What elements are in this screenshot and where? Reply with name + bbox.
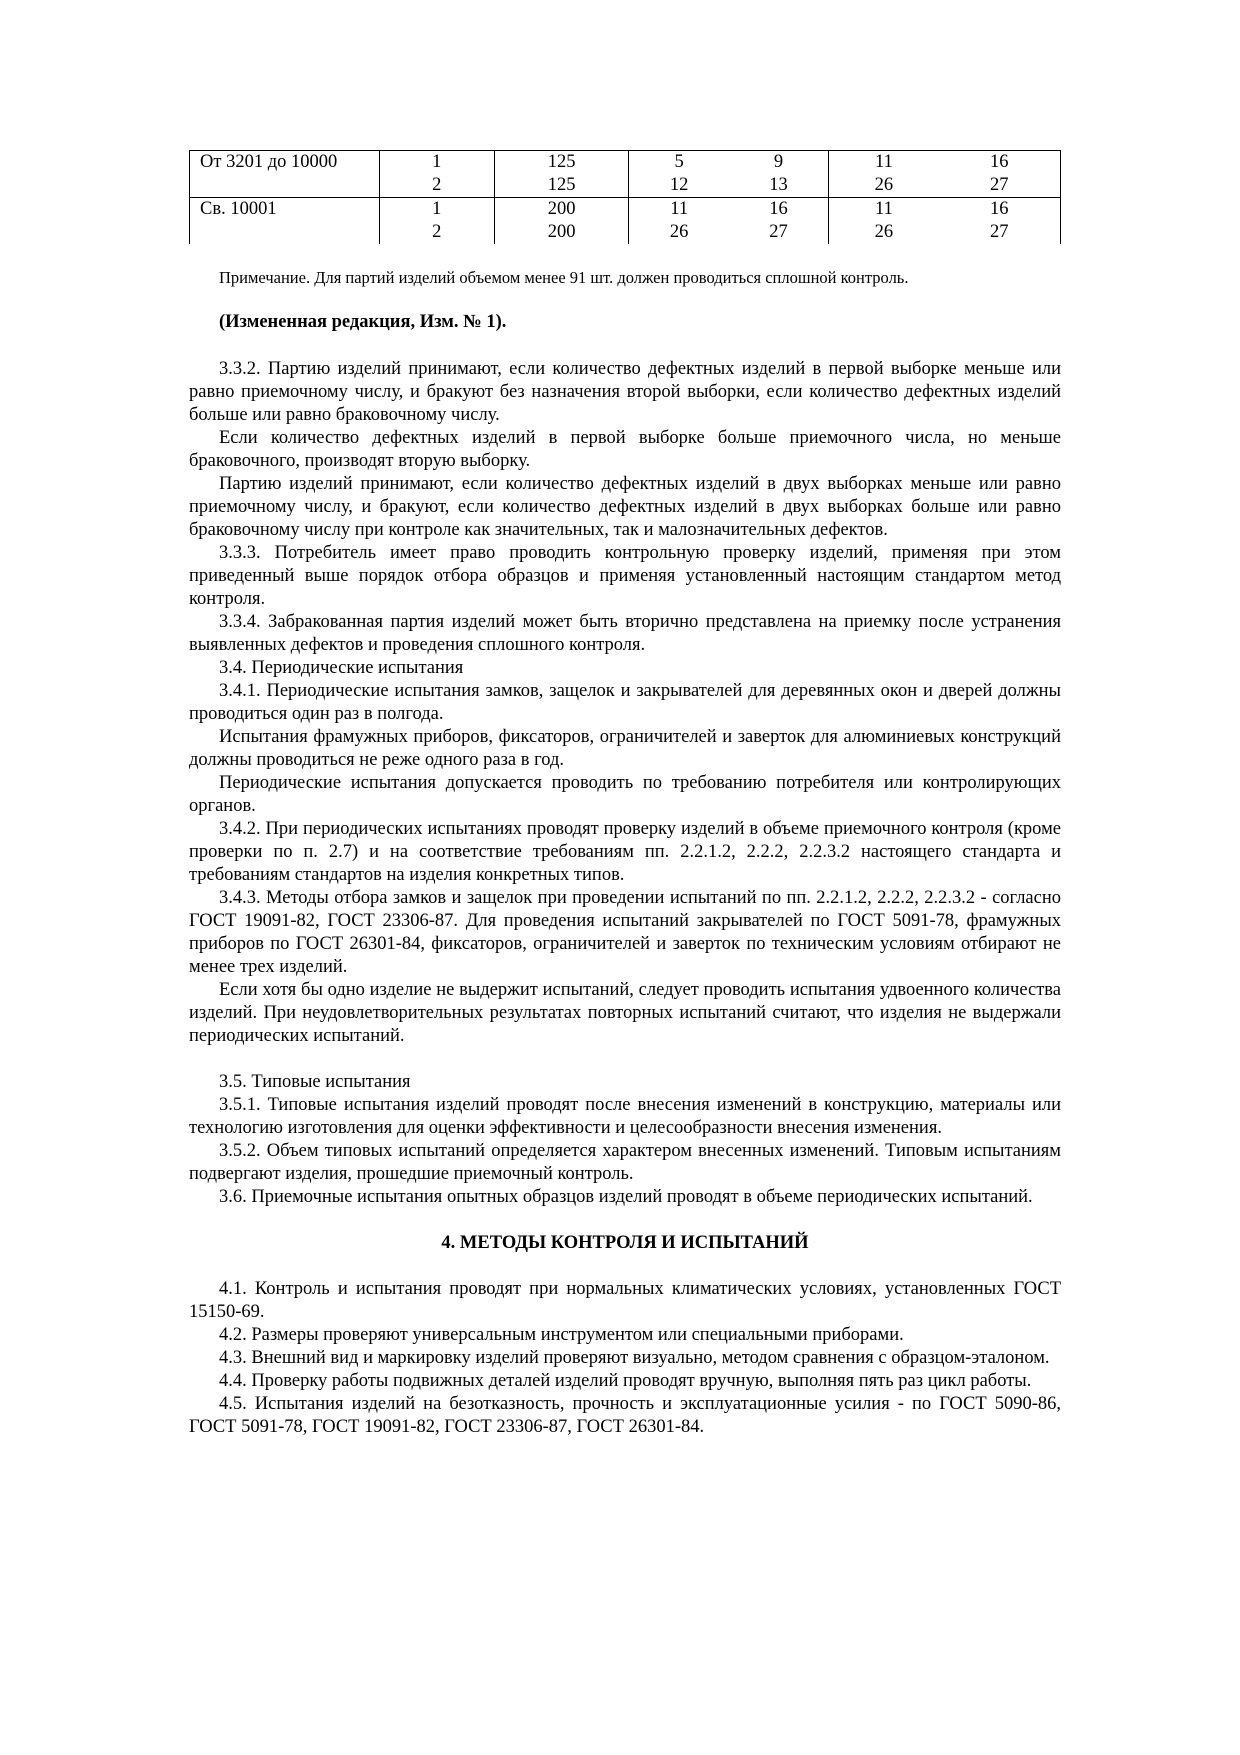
paragraph: 3.3.2. Партию изделий принимают, если количество дефектных изделий в первой выборке меньше или равно приемочному числу, и бракуют без назначения второй выборки, если количество дефектных изделий больше или равно браковочному числу.	[189, 359, 1061, 425]
amendment-note: (Измененная редакция, Изм. № 1).	[219, 312, 507, 332]
table-cell: 11	[875, 152, 893, 172]
paragraph: 4.3. Внешний вид и маркировку изделий проверяют визуально, методом сравнения с образцом-эталоном.	[219, 1348, 1050, 1368]
table-cell: 125	[547, 152, 576, 172]
table-cell: 27	[769, 222, 788, 242]
table-cell: 2	[432, 175, 442, 195]
paragraph: 3.3.3. Потребитель имеет право проводить контрольную проверку изделий, применяя при этом приведенный выше порядок отбора образцов и применяя установленный настоящим стандартом метод контроля.	[189, 543, 1061, 609]
table-cell: 125	[547, 175, 576, 195]
table-cell: 200	[547, 222, 576, 242]
paragraph: Испытания фрамужных приборов, фиксаторов, ограничителей и заверток для алюминиевых конструкций должны проводиться не реже одного раза в год.	[189, 727, 1061, 770]
table-cell: 200	[547, 199, 576, 219]
paragraph: Периодические испытания допускается проводить по требованию потребителя или контролирующих органов.	[189, 773, 1061, 816]
table-cell: 11	[670, 199, 689, 219]
paragraph: 4.2. Размеры проверяют универсальным инструментом или специальными приборами.	[219, 1325, 904, 1345]
table-cell: 9	[773, 152, 784, 172]
paragraph: 3.5.2. Объем типовых испытаний определяется характером внесенных изменений. Типовым испытаниям подвергают изделия, прошедшие приемочный контроль.	[189, 1141, 1061, 1184]
paragraph: Партию изделий принимают, если количество дефектных изделий в двух выборках меньше или равно приемочному числу, и бракуют, если количество дефектных изделий в двух выборках больше или равно браковочному числу при контроле как значительных, так и малозначительных дефектов.	[189, 474, 1061, 540]
table-cell: 1	[432, 199, 442, 219]
table-cell: 27	[990, 175, 1009, 195]
paragraph: 3.3.4. Забракованная партия изделий может быть вторично представлена на приемку после устранения выявленных дефектов и проведения сплошного контроля.	[189, 612, 1061, 655]
section-title: 4. МЕТОДЫ КОНТРОЛЯ И ИСПЫТАНИЙ	[441, 1233, 809, 1253]
paragraph: 3.6. Приемочные испытания опытных образцов изделий проводят в объеме периодических испытаний.	[219, 1187, 1033, 1207]
table-cell: 26	[669, 222, 689, 242]
document-body	[189, 358, 1061, 1439]
table-cell: 26	[874, 222, 894, 242]
paragraph: 3.4.1. Периодические испытания замков, защелок и закрывателей для деревянных окон и дверей должны проводиться один раз в полгода.	[189, 681, 1061, 724]
table-row	[190, 151, 1061, 198]
paragraph: 3.5.1. Типовые испытания изделий проводят после внесения изменений в конструкцию, материалы или технологию изготовления для оценки эффективности и целесообразности внесения изменения.	[189, 1095, 1061, 1138]
table-cell: 2	[432, 222, 442, 242]
table-cell-label: Св. 10001	[200, 199, 277, 219]
table-cell: 1	[432, 152, 442, 172]
paragraph: 4.1. Контроль и испытания проводят при нормальных климатических условиях, установленных ГОСТ 15150-69.	[189, 1279, 1061, 1322]
table-cell: 16	[990, 199, 1009, 219]
paragraph: 3.4.3. Методы отбора замков и защелок при проведении испытаний по пп. 2.2.1.2, 2.2.2, 2.2.3.2 - согласно ГОСТ 19091-82, ГОСТ 23306-87. Для проведения испытаний закрывателей по ГОСТ 5091-78, фрамужных приборов по ГОСТ 26301-84, фиксаторов, ограничителей и заверток по техническим условиям отбирают не менее трех изделий.	[189, 888, 1061, 977]
paragraph: 3.4. Периодические испытания	[219, 658, 464, 678]
paragraph: 4.4. Проверку работы подвижных деталей изделий проводят вручную, выполняя пять раз цикл работы.	[219, 1371, 1032, 1391]
table-cell-label: От 3201 до 10000	[200, 152, 338, 172]
paragraph: Если количество дефектных изделий в первой выборке больше приемочного числа, но меньше браковочного, производят вторую выборку.	[189, 428, 1061, 471]
table-note: Примечание. Для партий изделий объемом менее 91 шт. должен проводиться сплошной контроль.	[219, 268, 909, 287]
table-cell: 5	[674, 152, 684, 172]
table-cell: 16	[990, 152, 1009, 172]
paragraph: 4.5. Испытания изделий на безотказность, прочность и эксплуатационные усилия - по ГОСТ 5090-86, ГОСТ 5091-78, ГОСТ 19091-82, ГОСТ 23306-87, ГОСТ 26301-84.	[189, 1394, 1061, 1437]
sampling-table	[189, 150, 1061, 244]
table-cell: 13	[769, 175, 788, 195]
table-cell: 12	[669, 175, 689, 195]
paragraph: 3.5. Типовые испытания	[219, 1072, 411, 1092]
table-cell: 11	[875, 199, 893, 219]
paragraph: Если хотя бы одно изделие не выдержит испытаний, следует проводить испытания удвоенного количества изделий. При неудовлетворительных результатах повторных испытаний считают, что изделия не выдержали периодических испытаний.	[189, 980, 1061, 1046]
paragraph: 3.4.2. При периодических испытаниях проводят проверку изделий в объеме приемочного контроля (кроме проверки по п. 2.7) и на соответствие требованиям пп. 2.2.1.2, 2.2.2, 2.2.3.2 настоящего стандарта и требованиям стандартов на изделия конкретных типов.	[189, 819, 1061, 885]
table-cell: 27	[990, 222, 1009, 242]
table-cell: 26	[874, 175, 894, 195]
table-cell: 16	[769, 199, 788, 219]
table-row	[190, 198, 1061, 245]
